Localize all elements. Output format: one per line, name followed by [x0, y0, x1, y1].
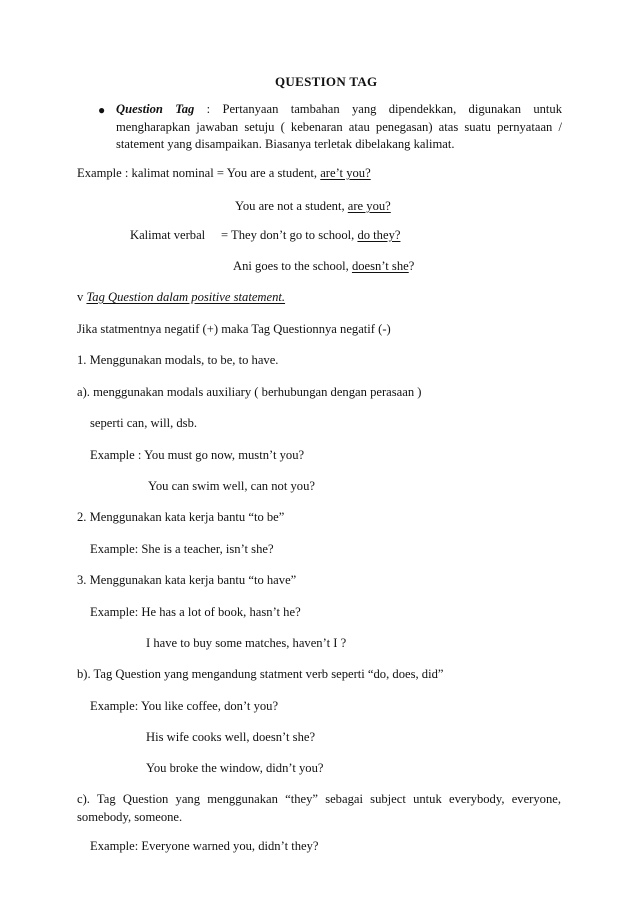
example-verbal-sentence-line — [221, 228, 400, 243]
example-nominal-label: Example : kalimat nominal — [77, 166, 214, 180]
page-title: QUESTION TAG — [275, 74, 378, 89]
bullet-icon: ● — [98, 103, 106, 117]
point-c-example: Example: Everyone warned you, didn’t they? — [90, 839, 319, 853]
definition-paragraph — [116, 101, 562, 154]
section-v-heading-line — [77, 290, 285, 305]
rule-line: Jika statmentnya negatif (+) maka Tag Questionnya negatif (-) — [77, 322, 391, 336]
section-marker: v — [77, 290, 84, 304]
point-b: b). Tag Question yang mengandung statment verb seperti “do, does, did” — [77, 667, 444, 681]
example-verbal-label: Kalimat verbal — [130, 228, 206, 242]
example-verbal-sentence: = They don’t go to school, — [221, 228, 355, 242]
point-3: 3. Menggunakan kata kerja bantu “to have” — [77, 573, 297, 587]
example-nominal-sentence: = You are a student, — [216, 166, 318, 180]
example-verbal-sentence-2: Ani goes to the school, — [233, 259, 349, 273]
point-2-example: Example: She is a teacher, isn’t she? — [90, 542, 274, 556]
example-verbal-line — [130, 228, 205, 243]
point-3-example-1: Example: He has a lot of book, hasn’t he? — [90, 605, 301, 619]
point-c: c). Tag Question yang menggunakan “they” sebagai subject untuk everybody, everyone, somebody, someone. — [77, 792, 561, 824]
point-3-example-2: I have to buy some matches, haven’t I ? — [146, 636, 347, 650]
example-nominal-line — [77, 166, 371, 181]
definition-term: Question Tag — [116, 102, 195, 116]
point-b-example-1: Example: You like coffee, don’t you? — [90, 699, 279, 713]
example-verbal-tag: do they? — [357, 228, 401, 242]
point-1: 1. Menggunakan modals, to be, to have. — [77, 353, 279, 367]
definition-text: Pertanyaan tambahan yang dipendekkan, digunakan untuk mengharapkan jawaban setuju ( kebenaran atau penegasan) atas suatu pernyataan / statement yang disampaikan. Biasanya terletak dibelakang kalimat. — [116, 102, 563, 151]
point-a-example-2: You can swim well, can not you? — [148, 479, 315, 493]
point-a-sub: seperti can, will, dsb. — [90, 416, 198, 430]
example-verbal-tag-2: doesn’t she — [351, 259, 409, 273]
example-nominal-tag-2: are you? — [347, 199, 391, 213]
example-verbal-end: ? — [408, 259, 415, 273]
definition-separator: : — [194, 102, 223, 116]
section-heading: Tag Question dalam positive statement. — [86, 290, 286, 304]
point-2: 2. Menggunakan kata kerja bantu “to be” — [77, 510, 285, 524]
example-nominal-tag: are’t you? — [320, 166, 371, 180]
example-verbal-line-2 — [233, 259, 414, 274]
point-b-example-2: His wife cooks well, doesn’t she? — [146, 730, 316, 744]
point-b-example-3: You broke the window, didn’t you? — [146, 761, 324, 775]
example-nominal-sentence-2: You are not a student, — [235, 199, 345, 213]
point-a: a). menggunakan modals auxiliary ( berhubungan dengan perasaan ) — [77, 385, 422, 399]
example-nominal-line-2 — [235, 199, 391, 214]
point-a-example-1: Example : You must go now, mustn’t you? — [90, 448, 305, 462]
